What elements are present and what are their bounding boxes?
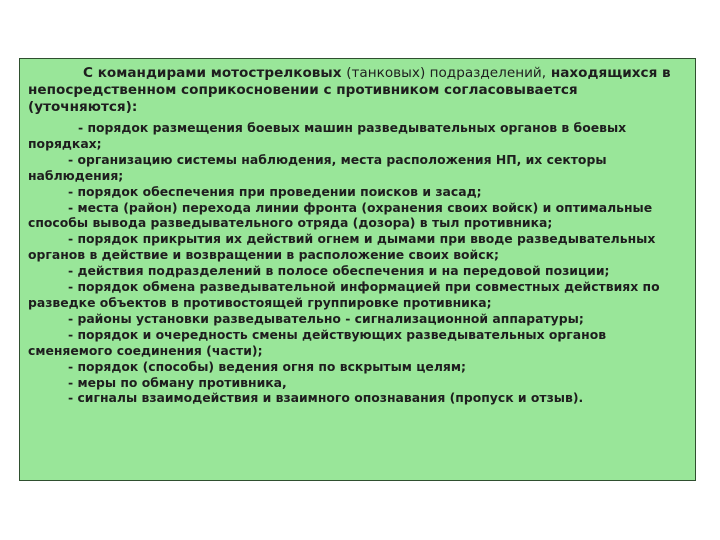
list-item: - порядок (способы) ведения огня по вскрытым целям;	[68, 358, 466, 374]
heading-light-part: (танковых) подразделений,	[346, 65, 547, 81]
list-item: - порядок и очередность смены действующих разведывательных органов сменяемого соединения (части);	[28, 326, 607, 358]
list-item: - порядок размещения боевых машин разведывательных органов в боевых порядках;	[28, 120, 627, 151]
requirements-list	[28, 120, 687, 406]
heading-bold-start: С командирами мотострелковых	[83, 65, 342, 81]
list-item: - места (район) перехода линии фронта (охранения своих войск) и оптимальные способы вывода разведывательного отряда (дозора) в тыл противника;	[28, 199, 653, 231]
slide-heading	[28, 65, 687, 116]
list-item: - меры по обману противника,	[68, 374, 287, 390]
list-item: - действия подразделений в полосе обеспечения и на передовой позиции;	[68, 263, 610, 279]
slide-text-box	[19, 58, 696, 481]
list-item: - районы установки разведывательно - сигнализационной аппаратуры;	[68, 310, 584, 326]
heading-bold-rest: находящихся в непосредственном соприкосновении с противником согласовывается (уточняются):	[28, 65, 671, 115]
list-item: - порядок обмена разведывательной информацией при совместных действиях по разведке объектов в противостоящей группировке противника;	[28, 279, 660, 310]
list-item: - организацию системы наблюдения, места расположения НП, их секторы наблюдения;	[28, 151, 607, 183]
list-item: - сигналы взаимодействия и взаимного опознавания (пропуск и отзыв).	[68, 390, 584, 406]
list-item: - порядок обеспечения при проведении поисков и засад;	[68, 183, 482, 199]
list-item: - порядок прикрытия их действий огнем и дымами при вводе разведывательных органов в действие и возвращении в расположение своих войск;	[28, 231, 656, 263]
